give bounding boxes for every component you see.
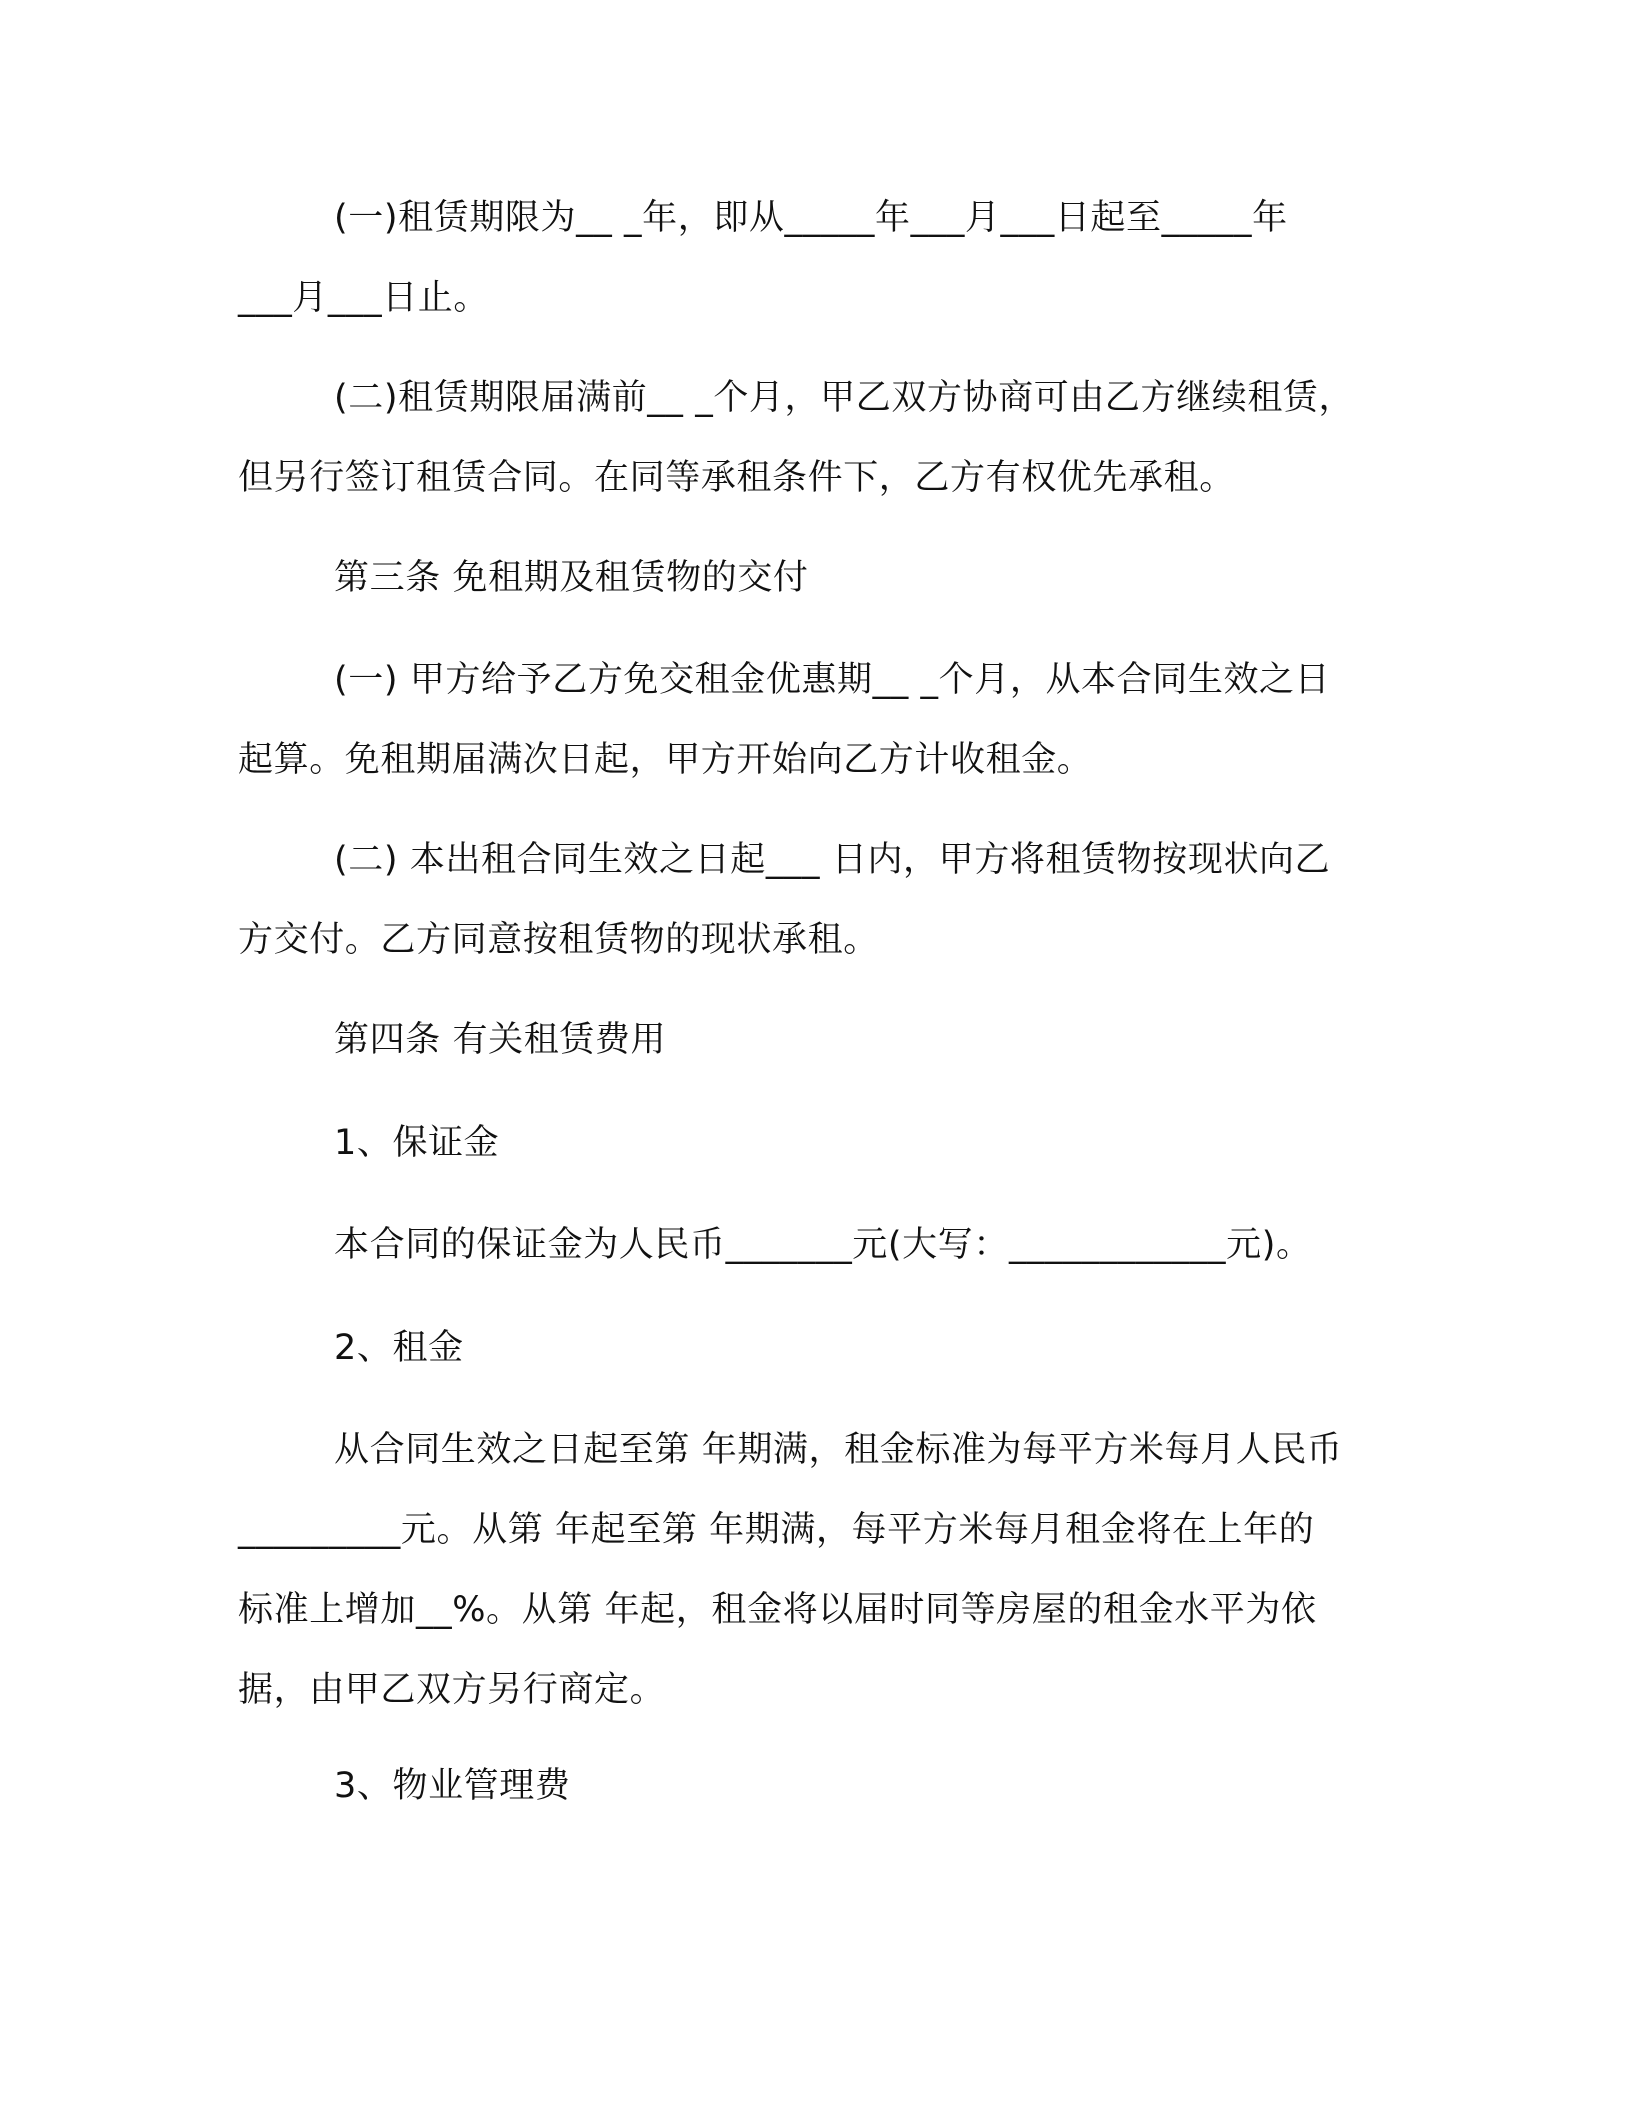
paragraph-rent-text (238, 1410, 1398, 1730)
paragraph-line: _________元。从第 年起至第 年期满，每平方米每月租金将在上年的 (238, 1510, 1315, 1550)
paragraph-article-3-1 (238, 640, 1398, 800)
deposit-heading (334, 1103, 1494, 1183)
paragraph-lease-term-2 (238, 358, 1398, 518)
property-fee-heading (334, 1746, 1494, 1826)
paragraph-line: ___月___日止。 (238, 278, 490, 318)
paragraph-line: 标准上增加__%。从第 年起，租金将以届时同等房屋的租金水平为依 (238, 1590, 1317, 1630)
paragraph-line: 起算。免租期届满次日起，甲方开始向乙方计收租金。 (238, 740, 1093, 780)
rent-heading (334, 1308, 1494, 1388)
heading-text: 1、保证金 (334, 1123, 500, 1163)
paragraph-line: (二)租赁期限届满前__ _个月，甲乙双方协商可由乙方继续租赁， (334, 378, 1355, 418)
paragraph-line: 据，由甲乙双方另行商定。 (238, 1670, 666, 1710)
paragraph-line: 本合同的保证金为人民币_______元(大写：____________元)。 (334, 1225, 1312, 1265)
paragraph-line: 从合同生效之日起至第 年期满，租金标准为每平方米每月人民币 (334, 1430, 1343, 1470)
paragraph-lease-term-1 (238, 178, 1398, 338)
paragraph-article-3-2 (238, 820, 1398, 980)
paragraph-line: (一) 甲方给予乙方免交租金优惠期__ _个月，从本合同生效之日 (334, 660, 1331, 700)
paragraph-line: 方交付。乙方同意按租赁物的现状承租。 (238, 920, 879, 960)
deposit-text (334, 1205, 1494, 1285)
heading-text: 2、租金 (334, 1328, 464, 1368)
paragraph-line: (一)租赁期限为__ _年，即从_____年___月___日起至_____年 (334, 198, 1288, 238)
paragraph-line: (二) 本出租合同生效之日起___ 日内，甲方将租赁物按现状向乙 (334, 840, 1331, 880)
heading-text: 第四条 有关租赁费用 (334, 1020, 667, 1060)
article-4-heading (334, 1000, 1494, 1080)
heading-text: 3、物业管理费 (334, 1766, 571, 1806)
article-3-heading (334, 538, 1494, 618)
heading-text: 第三条 免租期及租赁物的交付 (334, 558, 809, 598)
paragraph-line: 但另行签订租赁合同。在同等承租条件下，乙方有权优先承租。 (238, 458, 1235, 498)
